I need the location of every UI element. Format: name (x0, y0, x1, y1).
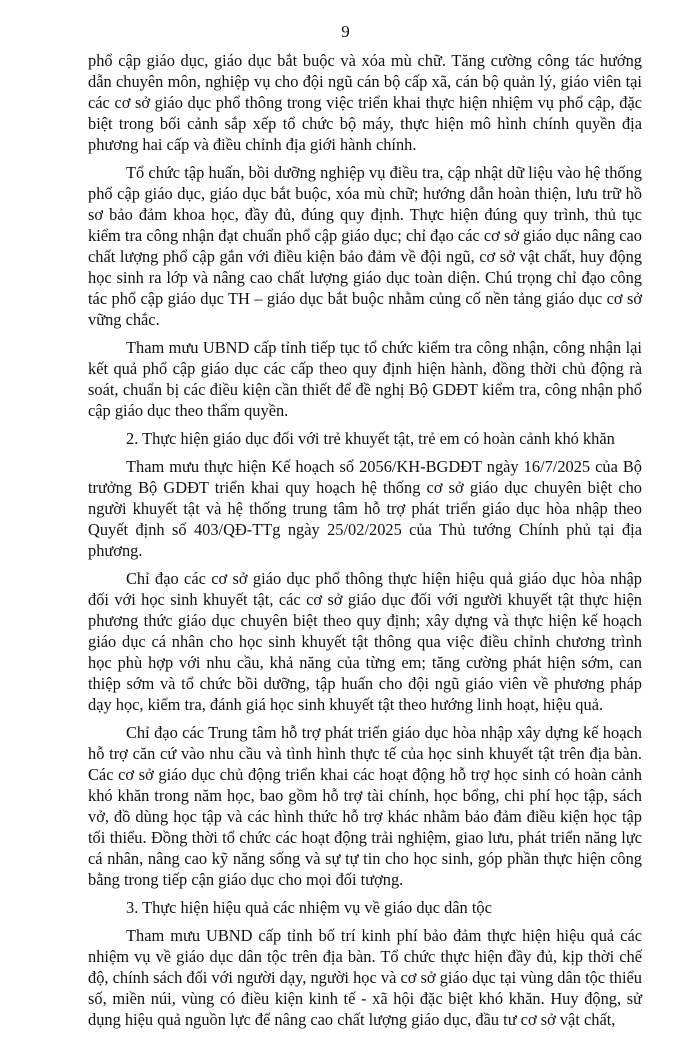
section-heading-2: 2. Thực hiện giáo dục đối với trẻ khuyết tật, trẻ em có hoàn cảnh khó khăn (126, 429, 615, 448)
paragraph-ethnic-education: Tham mưu UBND cấp tỉnh bố trí kinh phí bảo đảm thực hiện hiệu quả các nhiệm vụ về giáo dục dân tộc trên địa bàn. Tổ chức thực hiện đầy đủ, kịp thời chế độ, chính sách đối với người dạy, người học và cơ sở giáo dục tại vùng dân tộc thiểu số, miền núi, vùng có điều kiện kinh tế - xã hội đặc biệt khó khăn. Huy động, sử dụng hiệu quả nguồn lực để nâng cao chất lượng giáo dục, đầu tư cơ sở vật chất, (88, 926, 642, 1029)
paragraph-inclusive-education: Chỉ đạo các cơ sở giáo dục phổ thông thực hiện hiệu quả giáo dục hòa nhập đối với học sinh khuyết tật, các cơ sở giáo dục đối với người khuyết tật thực hiện phương thức giáo dục chuyên biệt theo quy định; xây dựng và thực hiện kế hoạch giáo dục cá nhân cho học sinh khuyết tật thông qua việc điều chỉnh chương trình học phù hợp với nhu cầu, khả năng của từng em; tăng cường phát hiện sớm, can thiệp sớm và tổ chức bồi dưỡng, tập huấn cho đội ngũ giáo viên về phương pháp dạy học, kiểm tra, đánh giá học sinh khuyết tật theo hướng linh hoạt, hiệu quả. (88, 569, 642, 714)
document-body (88, 50, 642, 1037)
paragraph-continued: phổ cập giáo dục, giáo dục bắt buộc và xóa mù chữ. Tăng cường công tác hướng dẫn chuyên môn, nghiệp vụ cho đội ngũ cán bộ cấp xã, cán bộ quản lý, giáo viên tại các cơ sở giáo dục phổ thông trong việc triển khai thực hiện nhiệm vụ phổ cập, đặc biệt trong bối cảnh sắp xếp tổ chức bộ máy, thực hiện mô hình chính quyền địa phương hai cấp và điều chỉnh địa giới hành chính. (88, 51, 642, 154)
paragraph-advise-recognition: Tham mưu UBND cấp tỉnh tiếp tục tổ chức kiểm tra công nhận, công nhận lại kết quả phổ cập giáo dục các cấp theo quy định hiện hành, đồng thời chủ động rà soát, chuẩn bị các điều kiện cần thiết để đề nghị Bộ GDĐT kiểm tra, công nhận phổ cập giáo dục theo thẩm quyền. (88, 338, 642, 420)
paragraph-training: Tổ chức tập huấn, bồi dưỡng nghiệp vụ điều tra, cập nhật dữ liệu vào hệ thống phổ cập giáo dục, giáo dục bắt buộc, xóa mù chữ; hướng dẫn hoàn thiện, lưu trữ hồ sơ bảo đảm khoa học, đầy đủ, đúng quy định. Thực hiện đúng quy trình, thủ tục kiểm tra công nhận đạt chuẩn phổ cập giáo dục; chỉ đạo các cơ sở giáo dục nâng cao chất lượng phổ cập gắn với điều kiện bảo đảm về đội ngũ, cơ sở vật chất, huy động học sinh ra lớp và nâng cao chất lượng giáo dục toàn diện. Chú trọng chỉ đạo công tác phổ cập giáo dục TH – giáo dục bắt buộc nhằm củng cố nền tảng giáo dục cơ sở vững chắc. (88, 163, 642, 329)
section-heading-3: 3. Thực hiện hiệu quả các nhiệm vụ về giáo dục dân tộc (126, 898, 492, 917)
page-number: 9 (341, 22, 350, 41)
paragraph-support-centers: Chỉ đạo các Trung tâm hỗ trợ phát triển giáo dục hòa nhập xây dựng kế hoạch hỗ trợ căn cứ vào nhu cầu và tình hình thực tế của học sinh khuyết tật trên địa bàn. Các cơ sở giáo dục chủ động triển khai các hoạt động hỗ trợ học sinh có hoàn cảnh khó khăn trong năm học, bao gồm hỗ trợ tài chính, học bổng, chi phí học tập, sách vở, đồ dùng học tập và các hình thức hỗ trợ khác nhằm bảo đảm điều kiện học tập tối thiểu. Đồng thời tổ chức các hoạt động trải nghiệm, giao lưu, phát triển năng lực cá nhân, nâng cao kỹ năng sống và sự tự tin cho học sinh, góp phần thực hiện công bằng trong tiếp cận giáo dục cho mọi đối tượng. (88, 723, 642, 889)
paragraph-plan-2056: Tham mưu thực hiện Kế hoạch số 2056/KH-BGDĐT ngày 16/7/2025 của Bộ trưởng Bộ GDĐT triển khai quy hoạch hệ thống cơ sở giáo dục chuyên biệt cho người khuyết tật và hệ thống trung tâm hỗ trợ phát triển giáo dục hòa nhập theo Quyết định số 403/QĐ-TTg ngày 25/02/2025 của Thủ tướng Chính phủ tại địa phương. (88, 457, 642, 560)
